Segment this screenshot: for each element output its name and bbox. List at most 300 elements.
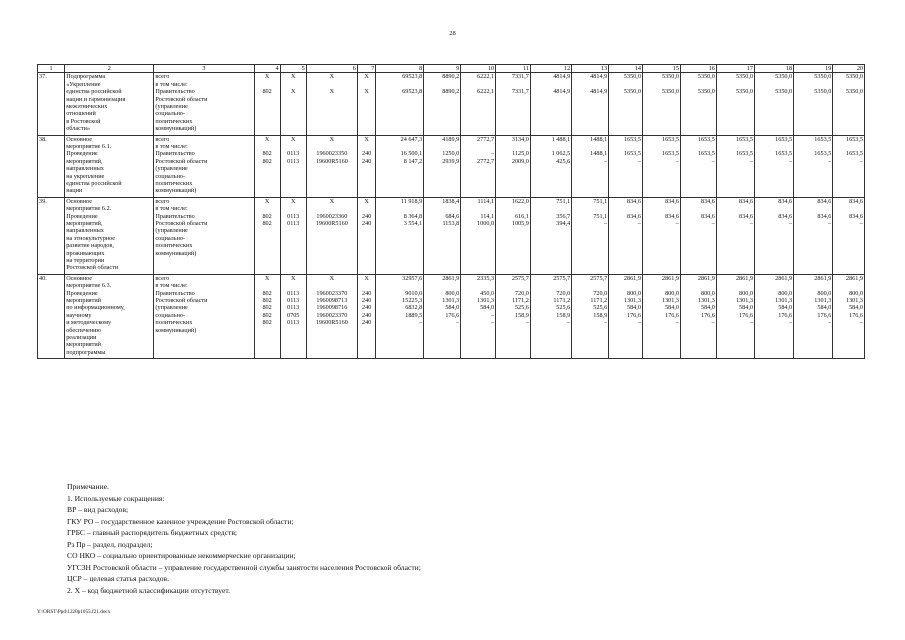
value-cell bbox=[254, 135, 280, 197]
row-executor-line: политических bbox=[155, 179, 193, 187]
row-name-line: научному bbox=[66, 311, 92, 319]
cell-value: 450,0 bbox=[480, 289, 495, 297]
cell-value: 176,6 bbox=[778, 311, 793, 319]
value-cell bbox=[716, 73, 754, 135]
row-name-line: направленных bbox=[66, 165, 104, 173]
value-cell bbox=[280, 274, 306, 358]
cell-value: 5350,0 bbox=[814, 73, 832, 81]
cell-value: 800,0 bbox=[700, 289, 715, 297]
cell-value: 800,0 bbox=[817, 289, 832, 297]
cell-value: 425,6 bbox=[556, 157, 571, 165]
cell-value: 834,6 bbox=[700, 212, 715, 220]
cell-value: Х bbox=[264, 135, 270, 143]
value-cell bbox=[754, 197, 793, 274]
cell-value: 4814,9 bbox=[553, 88, 571, 96]
cell-value: 176,6 bbox=[626, 311, 641, 319]
cell-value: 0113 bbox=[287, 150, 300, 158]
cell-value: 5350,0 bbox=[661, 88, 679, 96]
cell-value: 1653,5 bbox=[623, 135, 641, 143]
cell-value: Х bbox=[364, 73, 369, 81]
value-cell bbox=[496, 135, 531, 197]
value-cell bbox=[716, 197, 754, 274]
value-cell bbox=[754, 274, 793, 358]
cell-value: 1301,3 bbox=[775, 296, 793, 304]
cell-value: 9010,0 bbox=[405, 289, 423, 297]
cell-value: – bbox=[828, 319, 832, 327]
value-cell bbox=[754, 135, 793, 197]
row-name-line: на этнокультурное bbox=[66, 234, 116, 242]
cell-value: 240 bbox=[361, 319, 372, 327]
row-name-line: проживающих bbox=[66, 249, 105, 257]
cell-value: – bbox=[789, 219, 793, 227]
cell-value: 7331,7 bbox=[511, 88, 529, 96]
budget-table bbox=[37, 64, 865, 359]
row-name-line: Ростовской области bbox=[66, 264, 119, 272]
cell-value: 176,6 bbox=[739, 311, 753, 319]
cell-value: 5350,0 bbox=[775, 88, 793, 96]
row-executor-line: коммуникаций) bbox=[155, 326, 197, 334]
value-cell bbox=[609, 197, 643, 274]
cell-value: 1653,5 bbox=[697, 150, 715, 158]
cell-value: 2772,7 bbox=[477, 135, 495, 143]
row-name-line: межэтнических bbox=[66, 102, 108, 110]
cell-value: Х bbox=[290, 274, 296, 282]
row-name-line: мероприятие 6.3. bbox=[66, 282, 112, 290]
value-cell bbox=[716, 135, 754, 197]
cell-value: 240 bbox=[361, 157, 372, 165]
cell-value: 584,0 bbox=[626, 304, 641, 312]
row-executor-line: в том числе: bbox=[155, 80, 188, 88]
cell-value: 1653,5 bbox=[775, 150, 793, 158]
cell-value: 800,0 bbox=[849, 289, 863, 297]
cell-value: 176,6 bbox=[445, 311, 460, 319]
cell-value: 0113 bbox=[287, 212, 300, 220]
column-header: 10 bbox=[461, 65, 496, 73]
cell-value: – bbox=[711, 319, 715, 327]
row-name-line: мероприятие 6.1. bbox=[66, 142, 112, 150]
cell-value: 1960023370 bbox=[316, 289, 348, 297]
cell-value: – bbox=[711, 219, 715, 227]
value-cell bbox=[357, 197, 375, 274]
value-cell bbox=[461, 135, 496, 197]
cell-value: 19600R5160 bbox=[315, 219, 348, 227]
cell-value: 2861,9 bbox=[845, 274, 863, 282]
row-executor-line: социально- bbox=[155, 172, 186, 180]
table-row bbox=[38, 197, 865, 274]
value-cell bbox=[254, 73, 280, 135]
cell-value: 834,6 bbox=[626, 212, 641, 220]
note-line: 1. Используемые сокращения: bbox=[67, 493, 165, 503]
row-executor-line: Ростовской области bbox=[155, 157, 208, 165]
cell-value: 1301,3 bbox=[661, 296, 679, 304]
cell-value: 0705 bbox=[287, 311, 300, 319]
cell-value: 2861,9 bbox=[697, 274, 715, 282]
cell-value: 1838,4 bbox=[442, 197, 460, 205]
cell-value: – bbox=[490, 150, 495, 158]
cell-value: 1488,1 bbox=[590, 150, 608, 158]
value-cell bbox=[572, 135, 609, 197]
row-number: 40. bbox=[38, 274, 65, 358]
row-executor-line: Ростовской области bbox=[155, 296, 208, 304]
cell-value: 240 bbox=[361, 150, 372, 158]
value-cell bbox=[280, 73, 306, 135]
cell-value: – bbox=[859, 319, 863, 327]
value-cell bbox=[680, 73, 716, 135]
cell-value: 5350,0 bbox=[775, 73, 793, 81]
cell-value: Х bbox=[329, 274, 335, 282]
row-name-line: области» bbox=[66, 125, 90, 133]
cell-value: 1171,2 bbox=[512, 296, 529, 304]
row-name-line: в Ростовской bbox=[66, 117, 101, 125]
value-cell bbox=[754, 73, 793, 135]
cell-value: 3134,0 bbox=[511, 135, 529, 143]
cell-value: 0113 bbox=[287, 157, 300, 165]
note-line: ВР – вид расходов; bbox=[67, 505, 129, 514]
cell-value: 751,1 bbox=[593, 212, 608, 220]
cell-value: 1653,5 bbox=[735, 135, 753, 143]
cell-value: 176,6 bbox=[817, 311, 832, 319]
row-executor-line: социально- bbox=[155, 110, 186, 118]
cell-value: 6222,1 bbox=[477, 73, 495, 81]
row-name-line: Основное bbox=[66, 274, 92, 282]
cell-value: 5350,0 bbox=[845, 73, 863, 81]
cell-value: 834,6 bbox=[665, 197, 679, 205]
cell-value: 802 bbox=[262, 88, 272, 96]
cell-value: 584,0 bbox=[480, 304, 495, 312]
cell-value: Х bbox=[329, 73, 335, 81]
column-header: 16 bbox=[680, 65, 716, 73]
cell-value: 2009,0 bbox=[511, 157, 529, 165]
column-header: 5 bbox=[280, 65, 306, 73]
cell-value: 158,9 bbox=[593, 311, 608, 319]
row-executor-line: социально- bbox=[155, 234, 186, 242]
row-name bbox=[65, 274, 154, 358]
note-line: ГРБС – главный распорядитель бюджетных средств; bbox=[67, 528, 238, 537]
row-name-line: по информационному, bbox=[66, 304, 125, 312]
cell-value: 158,9 bbox=[556, 311, 571, 319]
note-line: ЦСР – целевая статья расходов. bbox=[67, 574, 170, 583]
cell-value: 1960098713 bbox=[316, 296, 348, 304]
row-name-line: мероприятие 6.2. bbox=[66, 205, 112, 213]
value-cell bbox=[254, 197, 280, 274]
cell-value: 834,6 bbox=[739, 197, 753, 205]
cell-value: Х bbox=[290, 88, 296, 96]
row-name-line: мероприятий, bbox=[66, 157, 103, 165]
cell-value: 1301,3 bbox=[814, 296, 832, 304]
value-cell bbox=[716, 274, 754, 358]
cell-value: 2575,7 bbox=[553, 274, 571, 282]
value-cell bbox=[794, 274, 833, 358]
note-line: СО НКО – социально ориентированные некоммерческие организации; bbox=[67, 551, 296, 560]
cell-value: – bbox=[637, 319, 641, 327]
cell-value: Х bbox=[364, 197, 369, 205]
value-cell bbox=[680, 135, 716, 197]
cell-value: – bbox=[604, 219, 608, 227]
row-name-line: Подпрограмма bbox=[66, 73, 106, 81]
cell-value: 1889,5 bbox=[405, 311, 423, 319]
note-line: УГСЗН Ростовской области – управление государственной службы занятости населения Ростовской области; bbox=[67, 562, 421, 572]
cell-value: – bbox=[490, 319, 495, 327]
row-name-line: Проведение bbox=[66, 150, 98, 158]
row-name-line: нации и гармонизация bbox=[66, 95, 126, 103]
cell-value: 802 bbox=[262, 219, 272, 227]
cell-value: – bbox=[828, 157, 832, 165]
cell-value: 1488,1 bbox=[590, 135, 608, 143]
value-cell bbox=[530, 73, 571, 135]
value-cell bbox=[280, 135, 306, 197]
cell-value: 525,6 bbox=[514, 304, 529, 312]
cell-value: 834,6 bbox=[817, 212, 832, 220]
value-cell bbox=[424, 274, 461, 358]
cell-value: 525,6 bbox=[556, 304, 571, 312]
cell-value: 176,6 bbox=[849, 311, 863, 319]
value-cell bbox=[461, 274, 496, 358]
row-executor-line: коммуникаций) bbox=[155, 249, 197, 257]
cell-value: 834,6 bbox=[665, 212, 679, 220]
row-name-line: и методическому bbox=[66, 319, 112, 327]
note-line: 2. Х – код бюджетной классификации отсутствует. bbox=[67, 585, 230, 595]
row-name bbox=[65, 197, 154, 274]
row-name-line: мероприятий, bbox=[66, 219, 103, 227]
value-cell bbox=[530, 197, 571, 274]
value-cell bbox=[642, 135, 680, 197]
cell-value: – bbox=[828, 219, 832, 227]
row-name-line: Основное bbox=[66, 197, 92, 205]
cell-value: 800,0 bbox=[778, 289, 793, 297]
column-header: 8 bbox=[376, 65, 424, 73]
cell-value: 802 bbox=[262, 212, 272, 220]
row-executor-line: Правительство bbox=[155, 289, 195, 297]
cell-value: 1301,3 bbox=[735, 296, 753, 304]
row-executor-line: Правительство bbox=[155, 150, 195, 158]
value-cell bbox=[794, 135, 833, 197]
cell-value: 5350,0 bbox=[661, 73, 679, 81]
value-cell bbox=[530, 135, 571, 197]
row-name-line: обеспечению bbox=[66, 326, 102, 334]
cell-value: 1653,5 bbox=[661, 135, 679, 143]
cell-value: 15225,3 bbox=[402, 296, 423, 304]
table-row bbox=[38, 73, 865, 135]
cell-value: – bbox=[749, 319, 753, 327]
cell-value: 0113 bbox=[287, 219, 300, 227]
row-executor-line: (управление bbox=[155, 304, 188, 312]
cell-value: – bbox=[490, 311, 495, 319]
row-executor bbox=[154, 197, 254, 274]
cell-value: – bbox=[637, 157, 641, 165]
row-executor-line: в том числе: bbox=[155, 205, 188, 213]
value-cell bbox=[794, 73, 833, 135]
cell-value: 240 bbox=[361, 304, 372, 312]
cell-value: 8 364,8 bbox=[403, 212, 423, 220]
column-header: 11 bbox=[496, 65, 531, 73]
cell-value: 6832,8 bbox=[405, 304, 423, 312]
table-header-row bbox=[38, 65, 865, 73]
cell-value: 802 bbox=[262, 296, 272, 304]
row-executor-line: всего bbox=[155, 197, 170, 205]
row-executor-line: (управление bbox=[155, 165, 188, 173]
cell-value: Х bbox=[329, 88, 335, 96]
row-name-line: на территории bbox=[66, 256, 105, 264]
cell-value: 6222,1 bbox=[477, 88, 495, 96]
cell-value: Х bbox=[329, 135, 335, 143]
row-executor bbox=[154, 73, 254, 135]
cell-value: 5350,0 bbox=[697, 88, 715, 96]
cell-value: 1301,3 bbox=[477, 296, 495, 304]
column-header: 13 bbox=[572, 65, 609, 73]
row-executor-line: коммуникаций) bbox=[155, 187, 197, 195]
cell-value: 3 554,1 bbox=[403, 219, 423, 227]
cell-value: 4814,9 bbox=[590, 73, 608, 81]
cell-value: 2861,9 bbox=[623, 274, 641, 282]
cell-value: 5350,0 bbox=[735, 73, 753, 81]
cell-value: 2861,9 bbox=[661, 274, 679, 282]
column-header: 20 bbox=[833, 65, 865, 73]
cell-value: 584,0 bbox=[817, 304, 832, 312]
value-cell bbox=[496, 73, 531, 135]
cell-value: 1301,3 bbox=[845, 296, 863, 304]
column-header: 1 bbox=[38, 65, 65, 73]
value-cell bbox=[424, 73, 461, 135]
cell-value: 2861,9 bbox=[814, 274, 832, 282]
row-executor-line: (управление bbox=[155, 102, 188, 110]
value-cell bbox=[376, 274, 424, 358]
note-line: ГКУ РО – государственное казенное учреждение Ростовской области; bbox=[67, 516, 294, 526]
row-name-line: на укрепление bbox=[66, 172, 105, 180]
row-executor bbox=[154, 135, 254, 197]
value-cell bbox=[572, 197, 609, 274]
row-executor-line: Правительство bbox=[155, 212, 195, 220]
cell-value: 0113 bbox=[287, 289, 300, 297]
value-cell bbox=[642, 274, 680, 358]
value-cell bbox=[572, 73, 609, 135]
cell-value: 1171,2 bbox=[553, 296, 571, 304]
value-cell bbox=[254, 274, 280, 358]
cell-value: 1 488,1 bbox=[551, 135, 571, 143]
row-name-line: единства российской bbox=[66, 179, 122, 187]
value-cell bbox=[357, 135, 375, 197]
cell-value: 1 062,5 bbox=[551, 150, 571, 158]
row-executor-line: политических bbox=[155, 117, 193, 125]
row-executor-line: коммуникаций) bbox=[155, 125, 197, 133]
column-header: 12 bbox=[530, 65, 571, 73]
value-cell bbox=[461, 73, 496, 135]
cell-value: 1125,0 bbox=[512, 150, 529, 158]
cell-value: 5350,0 bbox=[814, 88, 832, 96]
column-header: 18 bbox=[754, 65, 793, 73]
cell-value: 1005,9 bbox=[511, 219, 529, 227]
row-executor-line: в том числе: bbox=[155, 142, 188, 150]
cell-value: – bbox=[749, 219, 753, 227]
cell-value: 834,6 bbox=[739, 212, 753, 220]
footer-file-path: Y:\ORST\Ppd\1220p1055.f21.docx bbox=[37, 609, 111, 615]
cell-value: 800,0 bbox=[665, 289, 679, 297]
row-executor-line: всего bbox=[155, 135, 170, 143]
cell-value: 800,0 bbox=[445, 289, 460, 297]
cell-value: 1653,5 bbox=[623, 150, 641, 158]
column-header: 2 bbox=[65, 65, 154, 73]
cell-value: 1653,5 bbox=[735, 150, 753, 158]
cell-value: 584,0 bbox=[445, 304, 460, 312]
cell-value: 5350,0 bbox=[735, 88, 753, 96]
cell-value: 1153,8 bbox=[442, 219, 460, 227]
cell-value: 616,1 bbox=[514, 212, 529, 220]
cell-value: 2575,7 bbox=[511, 274, 529, 282]
cell-value: – bbox=[711, 157, 715, 165]
cell-value: 0113 bbox=[287, 304, 300, 312]
value-cell bbox=[609, 274, 643, 358]
column-header: 3 bbox=[154, 65, 254, 73]
cell-value: 2861,9 bbox=[735, 274, 753, 282]
value-cell bbox=[642, 197, 680, 274]
row-name-line: подпрограммы bbox=[66, 348, 106, 356]
cell-value: 720,0 bbox=[593, 289, 608, 297]
cell-value: – bbox=[789, 157, 793, 165]
row-name bbox=[65, 73, 154, 135]
cell-value: 240 bbox=[361, 296, 372, 304]
cell-value: 0113 bbox=[287, 296, 300, 304]
row-name-line: мероприятий bbox=[66, 341, 101, 349]
value-cell bbox=[306, 274, 357, 358]
cell-value: 19600R5160 bbox=[315, 319, 348, 327]
row-executor bbox=[154, 274, 254, 358]
cell-value: 1960023360 bbox=[316, 212, 348, 220]
row-executor-line: Правительство bbox=[155, 88, 195, 96]
note-line: Примечание. bbox=[67, 482, 109, 491]
row-executor-line: политических bbox=[155, 319, 193, 327]
cell-value: 114,1 bbox=[480, 212, 495, 220]
cell-value: 0113 bbox=[287, 319, 300, 327]
value-cell bbox=[306, 197, 357, 274]
cell-value: 69523,8 bbox=[402, 73, 423, 81]
row-name-line: Проведение bbox=[66, 212, 98, 220]
cell-value: 240 bbox=[361, 311, 372, 319]
value-cell bbox=[833, 197, 865, 274]
cell-value: Х bbox=[290, 197, 296, 205]
row-executor-line: (управление bbox=[155, 227, 188, 235]
cell-value: 1653,5 bbox=[697, 135, 715, 143]
row-executor-line: Ростовской области bbox=[155, 95, 208, 103]
cell-value: Х bbox=[264, 73, 270, 81]
row-executor-line: всего bbox=[155, 73, 170, 81]
cell-value: 1250,0 bbox=[442, 150, 460, 158]
cell-value: 1653,5 bbox=[661, 150, 679, 158]
cell-value: 720,0 bbox=[514, 289, 529, 297]
cell-value: 1653,5 bbox=[814, 150, 832, 158]
cell-value: 356,7 bbox=[556, 212, 571, 220]
cell-value: 1114,1 bbox=[477, 197, 495, 205]
cell-value: – bbox=[604, 319, 608, 327]
cell-value: 2861,9 bbox=[442, 274, 460, 282]
column-header: 7 bbox=[357, 65, 375, 73]
value-cell bbox=[306, 135, 357, 197]
cell-value: – bbox=[675, 219, 679, 227]
table-row bbox=[38, 135, 865, 197]
value-cell bbox=[357, 73, 375, 135]
cell-value: Х bbox=[364, 88, 369, 96]
cell-value: 834,6 bbox=[778, 212, 793, 220]
column-header: 6 bbox=[306, 65, 357, 73]
cell-value: Х bbox=[364, 274, 369, 282]
cell-value: – bbox=[525, 319, 529, 327]
cell-value: 4814,9 bbox=[553, 73, 571, 81]
cell-value: 1000,0 bbox=[477, 219, 495, 227]
row-name-line: отношений bbox=[66, 110, 96, 118]
value-cell bbox=[794, 197, 833, 274]
value-cell bbox=[280, 197, 306, 274]
cell-value: 720,0 bbox=[556, 289, 571, 297]
cell-value: 834,6 bbox=[849, 212, 863, 220]
cell-value: 802 bbox=[262, 289, 272, 297]
